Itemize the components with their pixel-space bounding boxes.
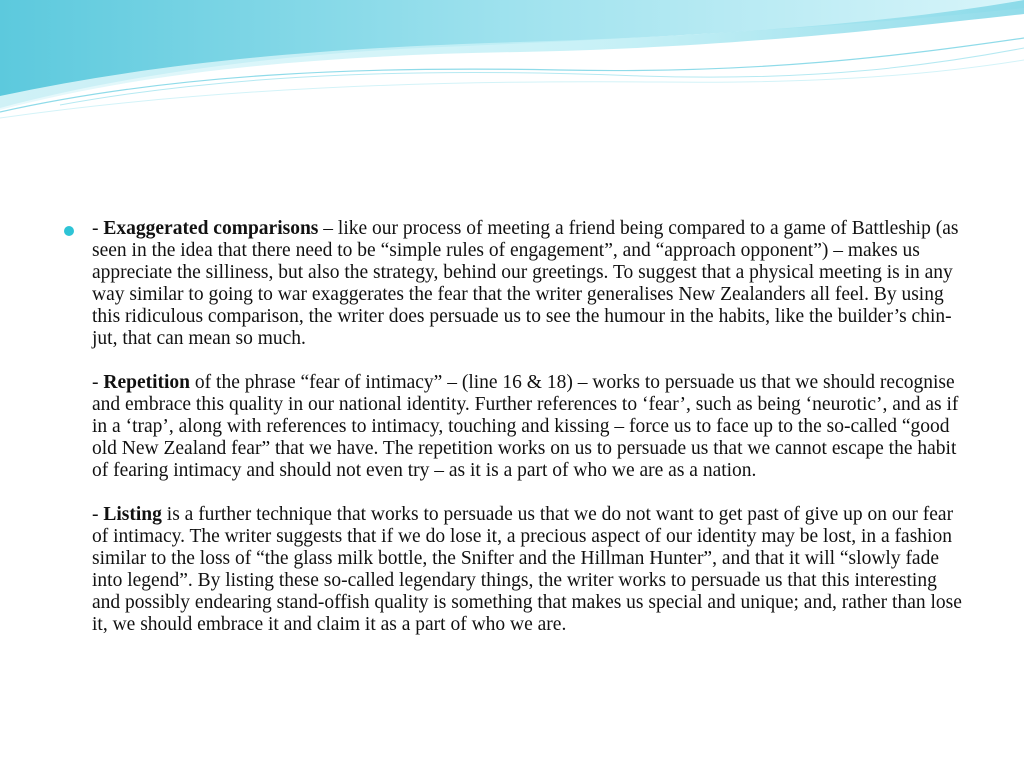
- paragraph-text: – like our process of meeting a friend being compared to a game of Battleship (as seen in the idea that there need to be “simple rules of engagement”, and “approach opponent”) – makes us appreciate the silliness, but also the strategy, behind our greetings. To suggest that a physical meeting is in any way similar to going to war exaggerates the fear that the writer generalises New Zealanders all feel. By using this ridiculous comparison, the writer does persuade us to see the humour in the habits, like the builder’s chin-jut, that can mean so much.: [92, 218, 959, 349]
- paragraph-text: of the phrase “fear of intimacy” – (line 16 & 18) – works to persuade us that we should recognise and embrace this quality in our national identity. Further references to ‘fear’, such as being ‘neurotic’, and as if in a ‘trap’, along with references to intimacy, touching and kissing – force us to face up to the so-called “good old New Zealand fear” that we have. The repetition works on us to persuade us that we cannot escape the habit of fearing intimacy and should not even try – as it is a part of who we are as a nation.: [92, 372, 959, 481]
- paragraph-text: is a further technique that works to persuade us that we do not want to get past of give up on our fear of intimacy. The writer suggests that if we do lose it, a precious aspect of our identity may be lost, in a fashion similar to the loss of “the glass milk bottle, the Snifter and the Hillman Hunter”, and that it will “slowly fade into legend”. By listing these so-called legendary things, the writer works to persuade us that this interesting and possibly endearing stand-offish quality is something that makes us special and unique; and, rather than lose it, we should embrace it and claim it as a part of who we are.: [92, 504, 962, 635]
- bullet-dot-icon: [64, 226, 74, 236]
- bullet-text: [92, 218, 964, 636]
- paragraph-repetition: [92, 372, 964, 482]
- dash: -: [92, 504, 104, 525]
- bullet-item: [64, 218, 964, 636]
- term-exaggerated-comparisons: Exaggerated comparisons: [103, 218, 319, 239]
- slide-body: [64, 218, 964, 636]
- term-listing: Listing: [103, 504, 162, 525]
- dash: -: [92, 218, 104, 239]
- term-repetition: Repetition: [103, 372, 191, 393]
- dash: -: [92, 372, 104, 393]
- background-wave-decoration: [0, 0, 1024, 130]
- paragraph-exaggerated-comparisons: [92, 218, 964, 350]
- paragraph-listing: [92, 504, 964, 636]
